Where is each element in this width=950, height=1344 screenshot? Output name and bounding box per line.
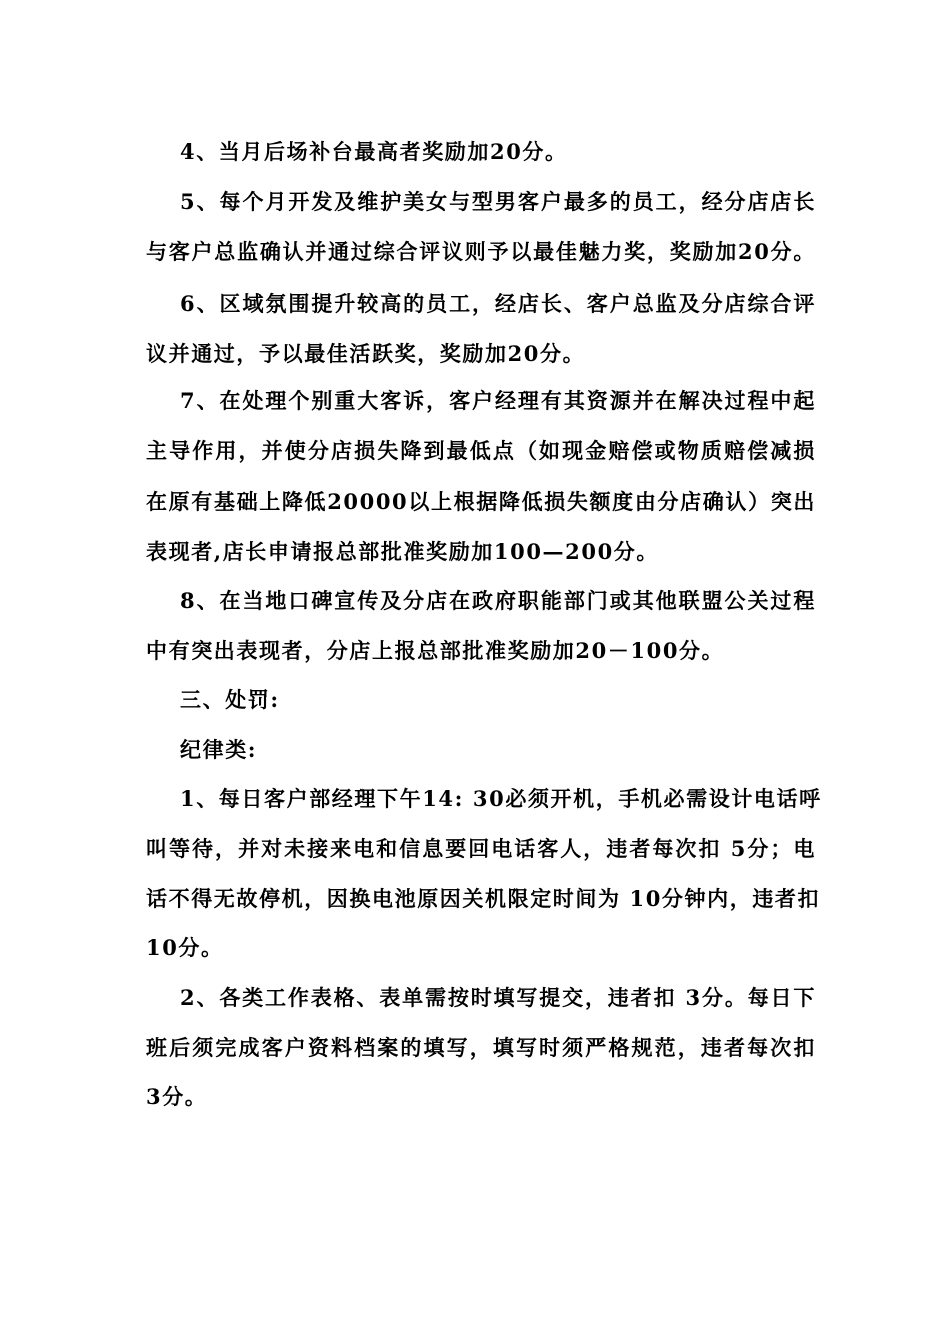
paragraph-line: 1、每日客户部经理下午14: 30必须开机，手机必需设计电话呼 — [180, 786, 822, 811]
paragraph-line: 在原有基础上降低20000以上根据降低损失额度由分店确认）突出 — [146, 489, 816, 514]
paragraph-line: 与客户总监确认并通过综合评议则予以最佳魅力奖，奖励加20分。 — [146, 239, 816, 264]
paragraph-line: 3分。 — [146, 1084, 208, 1109]
paragraph-line: 议并通过，予以最佳活跃奖，奖励加20分。 — [146, 341, 586, 366]
paragraph-line: 叫等待，并对未接来电和信息要回电话客人，违者每次扣 5分；电 — [146, 836, 816, 861]
subsection-heading: 纪律类: — [180, 737, 258, 762]
paragraph-line: 6、区域氛围提升较高的员工，经店长、客户总监及分店综合评 — [180, 291, 816, 316]
paragraph-line: 班后须完成客户资料档案的填写，填写时须严格规范，违者每次扣 — [146, 1035, 816, 1060]
paragraph-line: 10分。 — [146, 935, 224, 960]
paragraph-line: 主导作用，并使分店损失降到最低点（如现金赔偿或物质赔偿减损 — [146, 438, 816, 463]
paragraph-line: 5、每个月开发及维护美女与型男客户最多的员工，经分店店长 — [180, 189, 816, 214]
paragraph-line: 中有突出表现者，分店上报总部批准奖励加20－100分。 — [146, 638, 725, 663]
section-heading: 三、处罚: — [180, 687, 280, 712]
paragraph-line: 话不得无故停机，因换电池原因关机限定时间为 10分钟内，违者扣 — [146, 886, 821, 911]
paragraph-line: 7、在处理个别重大客诉，客户经理有其资源并在解决过程中起 — [180, 388, 816, 413]
paragraph-line: 4、当月后场补台最高者奖励加20分。 — [180, 139, 568, 164]
paragraph-line: 2、各类工作表格、表单需按时填写提交，违者扣 3分。每日下 — [180, 985, 816, 1010]
paragraph-line: 表现者,店长申请报总部批准奖励加100—200分。 — [146, 539, 659, 564]
paragraph-line: 8、在当地口碑宣传及分店在政府职能部门或其他联盟公关过程 — [180, 588, 816, 613]
